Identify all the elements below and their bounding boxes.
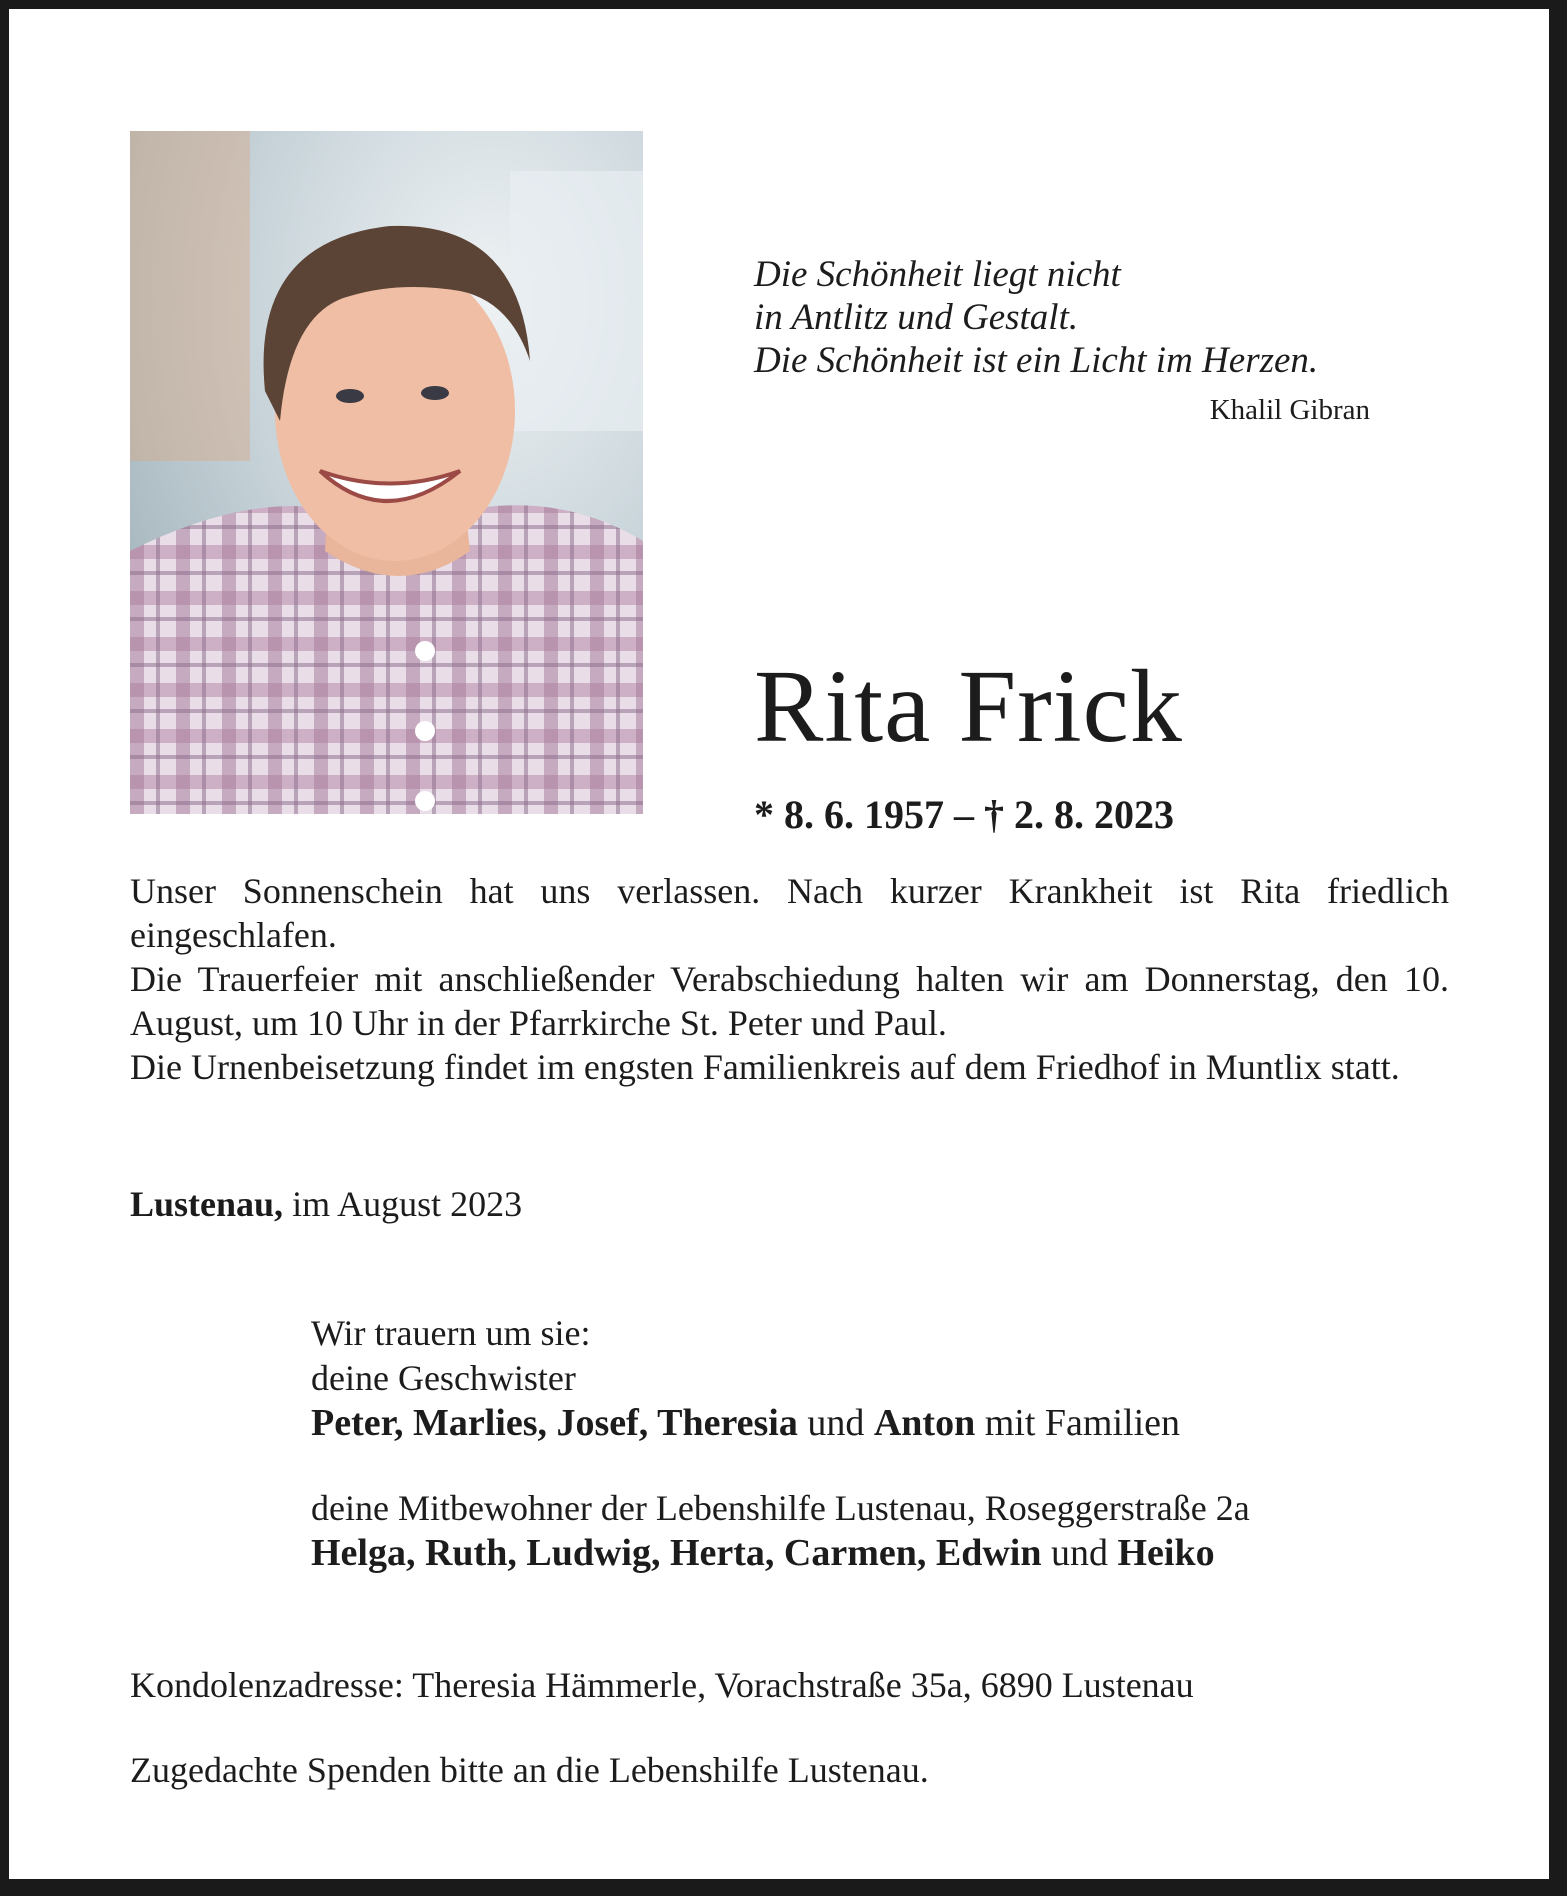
siblings-name-last: Anton (873, 1402, 976, 1444)
quote-author: Khalil Gibran (1209, 394, 1370, 426)
siblings-label: deine Geschwister (311, 1358, 576, 1398)
portrait-illustration (130, 131, 643, 814)
announcement-text (130, 869, 1449, 1089)
life-dates: * 8. 6. 1957 – † 2. 8. 2023 (754, 792, 1174, 837)
announcement-paragraph: Die Urnenbeisetzung findet im engsten Familienkreis auf dem Friedhof in Muntlix statt. (130, 1047, 1400, 1087)
deceased-name: Rita Frick (754, 649, 1183, 764)
siblings-suffix: mit Familien (975, 1402, 1180, 1444)
housemates-label: deine Mitbewohner der Lebenshilfe Lustenau, Roseggerstraße 2a (311, 1488, 1250, 1528)
conjunction: und (1041, 1532, 1118, 1574)
spacer (311, 1446, 1491, 1486)
conjunction: und (797, 1402, 874, 1444)
donations-note: Zugedachte Spenden bitte an die Lebenshilfe Lustenau. (130, 1750, 929, 1790)
announcement-paragraph: Unser Sonnenschein hat uns verlassen. Nach kurzer Krankheit ist Rita friedlich eingeschlafen. (130, 871, 1449, 955)
announcement-paragraph: Die Trauerfeier mit anschließender Verabschiedung halten wir am Donnerstag, den 10. August, um 10 Uhr in der Pfarrkirche St. Peter und Paul. (130, 959, 1449, 1043)
place-date: im August 2023 (283, 1184, 523, 1224)
siblings-names (311, 1401, 1491, 1446)
obituary-page (9, 9, 1549, 1879)
place-town: Lustenau, (130, 1184, 284, 1224)
housemates-names-main: Helga, Ruth, Ludwig, Herta, Carmen, Edwin (311, 1532, 1042, 1574)
quote-line: Die Schönheit liegt nicht (754, 254, 1121, 295)
condolence-address: Kondolenzadresse: Theresia Hämmerle, Vorachstraße 35a, 6890 Lustenau (130, 1665, 1194, 1705)
mourners-list (311, 1311, 1491, 1576)
housemates-names (311, 1531, 1491, 1576)
quote (754, 253, 1394, 382)
place-and-date (130, 1183, 522, 1225)
housemates-name-last: Heiko (1117, 1532, 1215, 1574)
portrait-photo (130, 131, 643, 814)
mourners-intro: Wir trauern um sie: (311, 1313, 591, 1353)
quote-line: in Antlitz und Gestalt. (754, 297, 1079, 338)
quote-line: Die Schönheit ist ein Licht im Herzen. (754, 340, 1319, 381)
siblings-names-main: Peter, Marlies, Josef, Theresia (311, 1402, 798, 1444)
